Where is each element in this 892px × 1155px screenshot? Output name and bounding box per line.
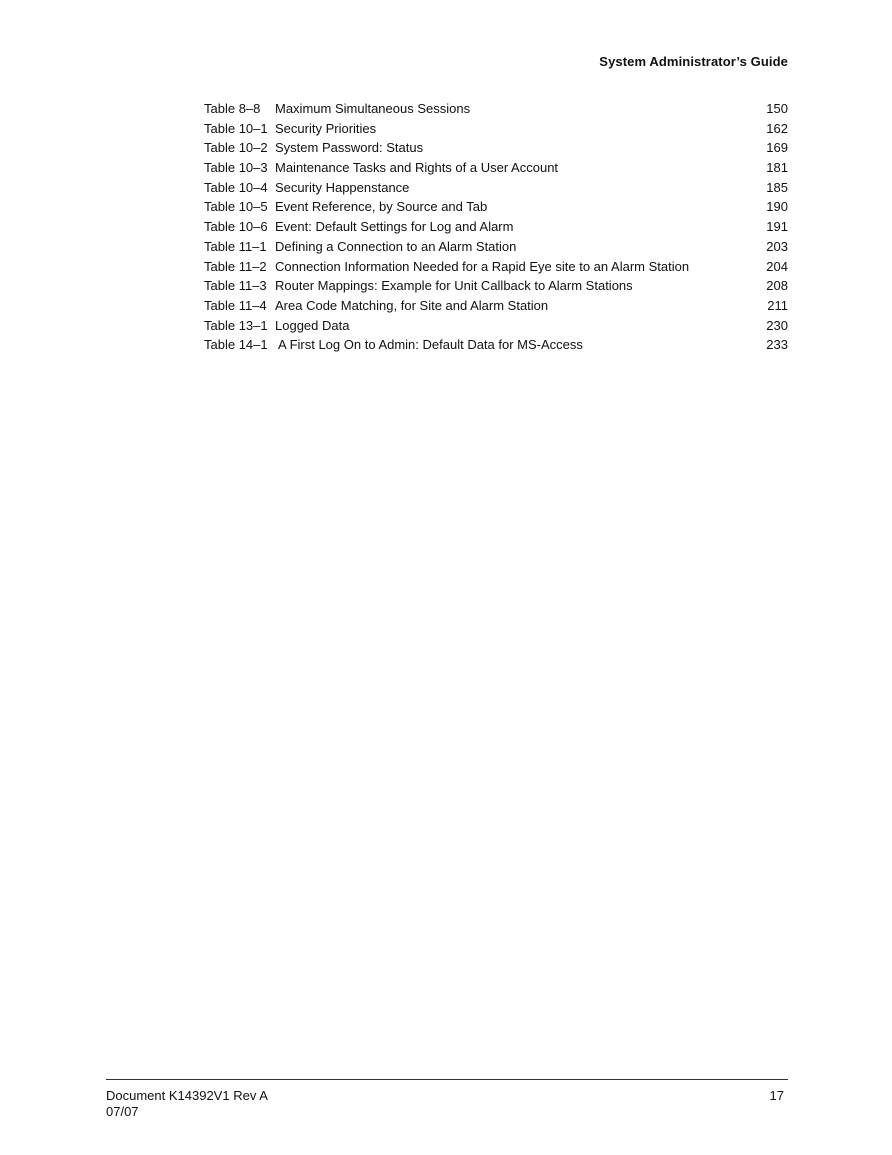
table-number: Table 14–1 (204, 337, 268, 353)
page-reference: 211 (767, 297, 788, 313)
page-reference: 190 (766, 199, 788, 215)
toc-entry[interactable] (204, 335, 788, 355)
table-title: Maintenance Tasks and Rights of a User Account (275, 160, 559, 176)
table-title: Logged Data (275, 317, 350, 333)
toc-entry[interactable] (204, 158, 788, 178)
table-title: Router Mappings: Example for Unit Callback to Alarm Stations (275, 278, 633, 294)
table-number: Table 10–1 (204, 120, 268, 136)
document-id: Document K14392V1 Rev A (106, 1088, 268, 1103)
toc-entry[interactable] (204, 316, 788, 336)
table-number: Table 11–4 (204, 297, 267, 313)
table-number: Table 11–1 (204, 238, 267, 254)
page-reference: 204 (766, 258, 788, 274)
page-reference: 230 (766, 317, 788, 333)
page-reference: 162 (766, 120, 788, 136)
page-reference: 181 (766, 160, 788, 176)
page-reference: 208 (766, 278, 788, 294)
toc-entry[interactable] (204, 276, 788, 296)
table-title: Event: Default Settings for Log and Alarm (275, 219, 514, 235)
table-title: Event Reference, by Source and Tab (275, 199, 488, 215)
table-number: Table 8–8 (204, 101, 261, 116)
page-reference: 191 (766, 219, 788, 235)
table-number: Table 10–2 (204, 140, 268, 156)
page-reference: 233 (766, 337, 788, 353)
toc-entry[interactable] (204, 296, 788, 316)
page-reference: 150 (766, 101, 788, 116)
table-number: Table 10–4 (204, 179, 268, 195)
table-title: Connection Information Needed for a Rapid Eye site to an Alarm Station (275, 258, 690, 274)
page-reference: 169 (766, 140, 788, 156)
table-title: Area Code Matching, for Site and Alarm Station (275, 297, 549, 313)
table-number: Table 10–5 (204, 199, 268, 215)
table-number: Table 11–2 (204, 258, 267, 274)
table-title: A First Log On to Admin: Default Data for MS-Access (278, 337, 583, 353)
toc-entry[interactable] (204, 217, 788, 237)
table-title: Maximum Simultaneous Sessions (275, 101, 471, 116)
toc-entry[interactable] (204, 237, 788, 257)
toc-entry[interactable] (204, 99, 788, 119)
toc-entry[interactable] (204, 138, 788, 158)
toc-entry[interactable] (204, 178, 788, 198)
toc-entry[interactable] (204, 257, 788, 277)
running-header: System Administrator’s Guide (599, 54, 788, 69)
toc-entry[interactable] (204, 197, 788, 217)
table-number: Table 10–3 (204, 160, 268, 176)
table-number: Table 10–6 (204, 219, 268, 235)
page-reference: 185 (766, 179, 788, 195)
table-title: Defining a Connection to an Alarm Station (275, 238, 517, 254)
page-reference: 203 (766, 238, 788, 254)
table-title: System Password: Status (275, 140, 424, 156)
footer-divider (106, 1079, 788, 1080)
document-date: 07/07 (106, 1104, 139, 1119)
table-title: Security Happenstance (275, 179, 410, 195)
table-title: Security Priorities (275, 120, 377, 136)
list-of-tables (204, 99, 788, 355)
page-number: 17 (769, 1088, 784, 1103)
table-number: Table 13–1 (204, 317, 268, 333)
table-number: Table 11–3 (204, 278, 267, 294)
toc-entry[interactable] (204, 119, 788, 139)
